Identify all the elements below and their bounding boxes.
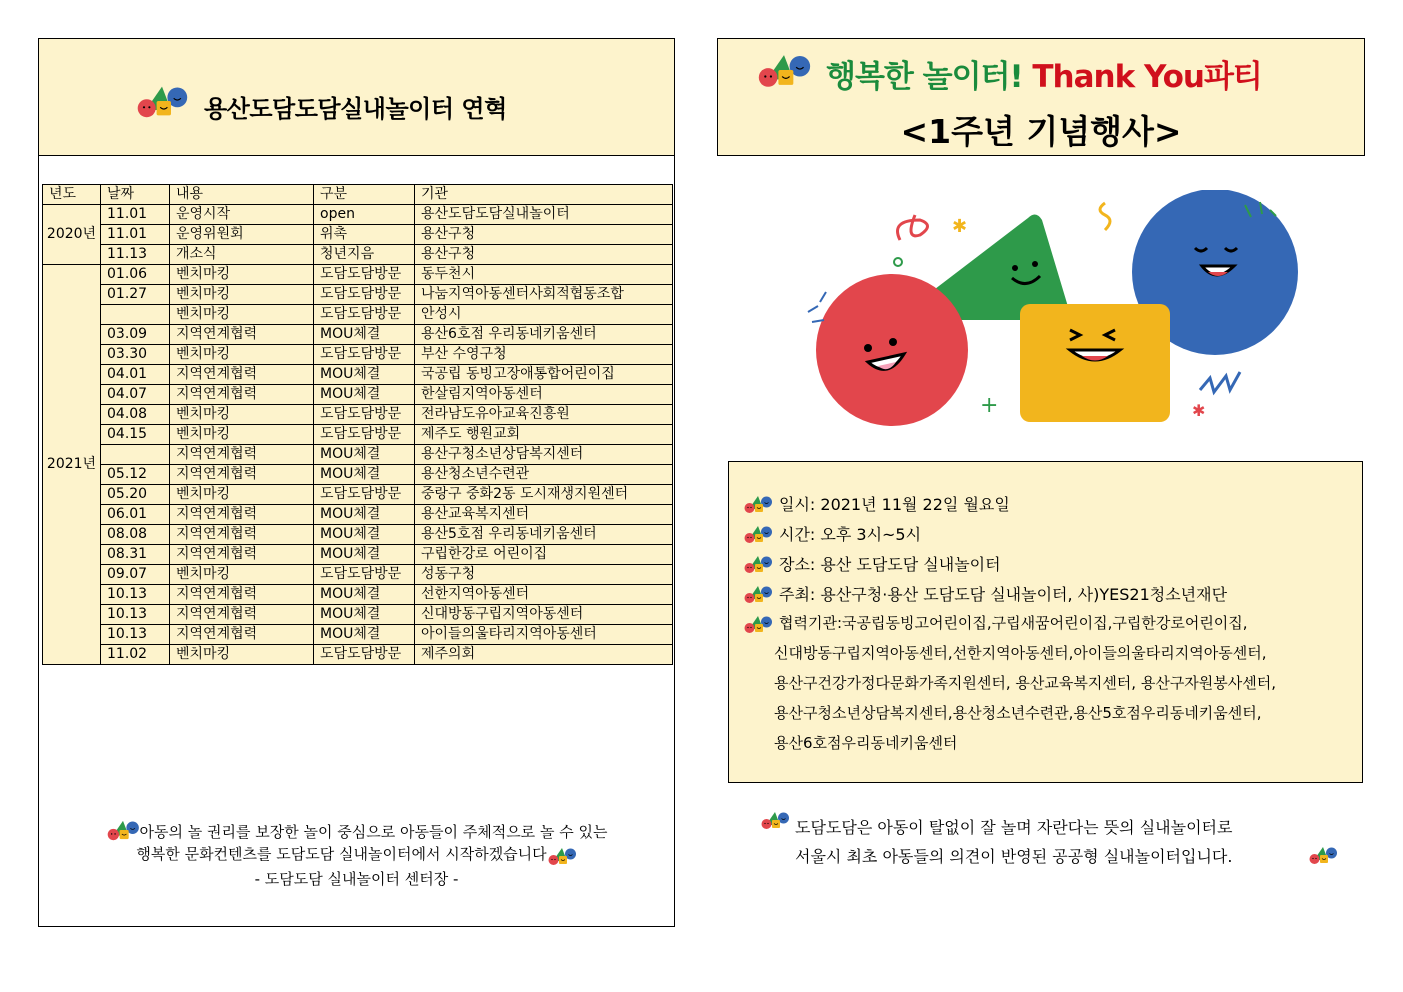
info-time: 시간: 오후 3시~5시	[779, 525, 922, 544]
org-cell: 안성시	[415, 305, 673, 325]
org-cell: 신대방동구립지역아동센터	[415, 605, 673, 625]
org-cell: 구립한강로 어린이집	[415, 545, 673, 565]
table-row	[43, 425, 673, 445]
info-partners-3: 용산구건강가정다문화가족지원센터, 용산교육복지센터, 용산구자원봉사센터,	[774, 674, 1277, 692]
type-cell: 도담도담방문	[314, 345, 415, 365]
table-row	[43, 245, 673, 265]
type-cell: MOU체결	[314, 585, 415, 605]
org-cell: 전라남도유아교육진흥원	[415, 405, 673, 425]
type-cell: MOU체결	[314, 545, 415, 565]
org-cell: 제주도 행원교회	[415, 425, 673, 445]
org-cell: 성동구청	[415, 565, 673, 585]
date-cell: 01.06	[101, 265, 170, 285]
table-row	[43, 445, 673, 465]
date-cell: 04.01	[101, 365, 170, 385]
table-row	[43, 545, 673, 565]
content-cell: 벤치마킹	[170, 645, 314, 665]
content-cell: 운영시작	[170, 205, 314, 225]
quote-text-2: 행복한 문화컨텐츠를 도담도담 실내놀이터에서 시작하겠습니다	[136, 845, 547, 863]
org-cell: 용산구청	[415, 245, 673, 265]
quote-signature: - 도담도담 실내놀이터 센터장 -	[254, 870, 459, 888]
table-row	[43, 305, 673, 325]
date-cell	[101, 305, 170, 325]
intro-text	[795, 813, 1232, 871]
content-cell: 지역연계협력	[170, 625, 314, 645]
table-row	[43, 585, 673, 605]
quote-line-1	[39, 817, 674, 843]
type-cell: MOU체결	[314, 445, 415, 465]
org-cell: 용산구청	[415, 225, 673, 245]
type-cell: MOU체결	[314, 605, 415, 625]
content-cell: 지역연계협력	[170, 445, 314, 465]
content-cell: 지역연계협력	[170, 585, 314, 605]
content-cell: 지역연계협력	[170, 605, 314, 625]
date-cell: 11.02	[101, 645, 170, 665]
header-org: 기관	[415, 185, 673, 205]
info-partners: 협력기관:국공립동빙고어린이집,구립새꿈어린이집,구립한강로어린이집,	[779, 614, 1248, 632]
org-cell: 한살림지역아동센터	[415, 385, 673, 405]
org-cell: 동두천시	[415, 265, 673, 285]
table-row	[43, 385, 673, 405]
org-cell: 용산구청소년상담복지센터	[415, 445, 673, 465]
history-header	[39, 39, 674, 156]
history-table-body	[43, 185, 673, 665]
date-cell: 10.13	[101, 605, 170, 625]
date-cell: 01.27	[101, 285, 170, 305]
content-cell: 지역연계협력	[170, 325, 314, 345]
history-table	[42, 184, 673, 665]
content-cell: 개소식	[170, 245, 314, 265]
table-row	[43, 645, 673, 665]
table-row	[43, 405, 673, 425]
date-cell: 09.07	[101, 565, 170, 585]
date-cell: 11.01	[101, 205, 170, 225]
date-cell: 05.12	[101, 465, 170, 485]
date-cell: 08.31	[101, 545, 170, 565]
table-row	[43, 285, 673, 305]
year-cell: 2020년	[43, 205, 101, 265]
director-quote	[39, 817, 674, 890]
content-cell: 벤치마킹	[170, 285, 314, 305]
date-cell	[101, 445, 170, 465]
org-cell: 용산교육복지센터	[415, 505, 673, 525]
content-cell: 지역연계협력	[170, 385, 314, 405]
date-cell: 10.13	[101, 585, 170, 605]
date-cell: 06.01	[101, 505, 170, 525]
event-title	[826, 51, 1262, 96]
table-row	[43, 225, 673, 245]
header-date: 날짜	[101, 185, 170, 205]
header-content: 내용	[170, 185, 314, 205]
event-subtitle: <1주년 기념행사>	[900, 112, 1182, 151]
table-row	[43, 465, 673, 485]
date-cell: 03.30	[101, 345, 170, 365]
date-cell: 11.01	[101, 225, 170, 245]
type-cell: 청년지음	[314, 245, 415, 265]
info-partners-2: 신대방동구립지역아동센터,선한지역아동센터,아이들의울타리지역아동센터,	[774, 644, 1267, 662]
table-row	[43, 605, 673, 625]
table-row	[43, 205, 673, 225]
svg-text:+: +	[980, 393, 999, 418]
year-cell: 2021년	[43, 265, 101, 665]
type-cell: MOU체결	[314, 525, 415, 545]
org-cell: 부산 수영구청	[415, 345, 673, 365]
content-cell: 지역연계협력	[170, 465, 314, 485]
info-partners-5: 용산6호점우리동네키움센터	[774, 734, 958, 752]
type-cell: 도담도담방문	[314, 485, 415, 505]
svg-text:✱: ✱	[1192, 401, 1206, 420]
content-cell: 지역연계협력	[170, 365, 314, 385]
mascot-logo-icon	[760, 805, 790, 835]
type-cell: MOU체결	[314, 505, 415, 525]
type-cell: 위촉	[314, 225, 415, 245]
quote-text-1: 아동의 놀 권리를 보장한 놀이 중심으로 아동들이 주체적으로 놀 수 있는	[139, 823, 608, 841]
date-cell: 04.08	[101, 405, 170, 425]
history-panel	[38, 38, 675, 927]
event-title-panel	[717, 38, 1365, 156]
table-header-row	[43, 185, 673, 205]
info-date: 일시: 2021년 11월 22일 월요일	[779, 495, 1010, 514]
table-row	[43, 365, 673, 385]
content-cell: 지역연계협력	[170, 545, 314, 565]
content-cell: 지역연계협력	[170, 505, 314, 525]
mascot-logo-icon	[743, 494, 773, 514]
event-title-green: 행복한 놀이터!	[826, 59, 1023, 95]
table-row	[43, 265, 673, 285]
type-cell: MOU체결	[314, 365, 415, 385]
date-cell: 11.13	[101, 245, 170, 265]
type-cell: 도담도담방문	[314, 285, 415, 305]
type-cell: 도담도담방문	[314, 425, 415, 445]
org-cell: 중랑구 중화2동 도시재생지원센터	[415, 485, 673, 505]
table-row	[43, 485, 673, 505]
table-row	[43, 625, 673, 645]
content-cell: 지역연계협력	[170, 525, 314, 545]
mascot-logo-icon	[743, 614, 773, 634]
event-title-red: Thank You파티	[1032, 59, 1262, 95]
date-cell: 05.20	[101, 485, 170, 505]
date-cell: 04.15	[101, 425, 170, 445]
table-row	[43, 505, 673, 525]
history-title: 용산도담도담실내놀이터 연혁	[204, 95, 507, 123]
event-info-panel	[728, 461, 1363, 783]
content-cell: 벤치마킹	[170, 265, 314, 285]
type-cell: MOU체결	[314, 325, 415, 345]
org-cell: 용산6호점 우리동네키움센터	[415, 325, 673, 345]
content-cell: 벤치마킹	[170, 345, 314, 365]
intro-line-1: 도담도담은 아동이 탈없이 잘 놀며 자란다는 뜻의 실내놀이터로	[795, 818, 1233, 837]
mascot-illustration-icon	[790, 190, 1330, 430]
mascot-logo-icon	[743, 584, 773, 604]
table-row	[43, 525, 673, 545]
date-cell: 03.09	[101, 325, 170, 345]
info-partners-4: 용산구청소년상담복지센터,용산청소년수련관,용산5호점우리동네키움센터,	[774, 704, 1262, 722]
quote-line-2	[39, 843, 674, 869]
org-cell: 용산5호점 우리동네키움센터	[415, 525, 673, 545]
mascot-logo-icon	[1308, 840, 1338, 870]
info-place: 장소: 용산 도담도담 실내놀이터	[779, 555, 1001, 574]
content-cell: 벤치마킹	[170, 305, 314, 325]
mascot-logo-icon	[106, 817, 140, 843]
org-cell: 아이들의울타리지역아동센터	[415, 625, 673, 645]
intro-line-2: 서울시 최초 아동들의 의견이 반영된 공공형 실내놀이터입니다.	[795, 847, 1233, 866]
type-cell: open	[314, 205, 415, 225]
date-cell: 04.07	[101, 385, 170, 405]
type-cell: 도담도담방문	[314, 405, 415, 425]
org-cell: 국공립 동빙고장애통합어린이집	[415, 365, 673, 385]
content-cell: 운영위원회	[170, 225, 314, 245]
table-row	[43, 565, 673, 585]
info-host: 주최: 용산구청·용산 도담도담 실내놀이터, 사)YES21청소년재단	[779, 585, 1228, 604]
date-cell: 08.08	[101, 525, 170, 545]
org-cell: 제주의회	[415, 645, 673, 665]
org-cell: 용산청소년수련관	[415, 465, 673, 485]
content-cell: 벤치마킹	[170, 425, 314, 445]
header-type: 구분	[314, 185, 415, 205]
content-cell: 벤치마킹	[170, 485, 314, 505]
mascot-logo-icon	[135, 83, 189, 119]
mascot-logo-icon	[743, 554, 773, 574]
mascot-logo-icon	[743, 524, 773, 544]
type-cell: MOU체결	[314, 465, 415, 485]
date-cell: 10.13	[101, 625, 170, 645]
table-row	[43, 345, 673, 365]
header-year: 년도	[43, 185, 101, 205]
type-cell: MOU체결	[314, 625, 415, 645]
table-row	[43, 325, 673, 345]
org-cell: 용산도담도담실내놀이터	[415, 205, 673, 225]
type-cell: 도담도담방문	[314, 645, 415, 665]
type-cell: MOU체결	[314, 385, 415, 405]
content-cell: 벤치마킹	[170, 565, 314, 585]
mascot-logo-icon	[547, 843, 577, 869]
org-cell: 선한지역아동센터	[415, 585, 673, 605]
mascot-logo-icon	[756, 51, 812, 89]
content-cell: 벤치마킹	[170, 405, 314, 425]
type-cell: 도담도담방문	[314, 265, 415, 285]
type-cell: 도담도담방문	[314, 305, 415, 325]
type-cell: 도담도담방문	[314, 565, 415, 585]
svg-text:✱: ✱	[952, 216, 968, 237]
org-cell: 나눔지역아동센터사회적협동조합	[415, 285, 673, 305]
